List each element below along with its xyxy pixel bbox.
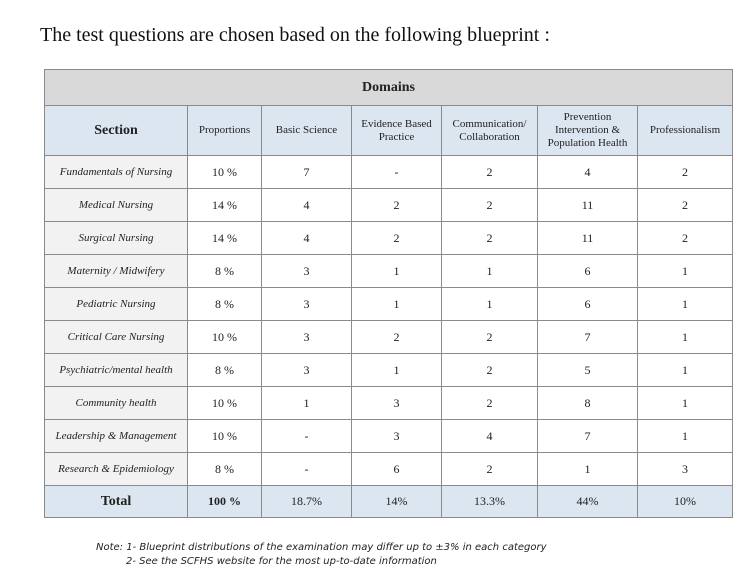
total-professionalism: 10%	[638, 486, 733, 518]
section-cell: Pediatric Nursing	[45, 288, 188, 321]
basic-science-cell: 3	[262, 321, 352, 354]
table-row	[45, 255, 733, 288]
proportion-cell: 8 %	[188, 255, 262, 288]
ebp-cell: 2	[352, 189, 442, 222]
footnote-line-2: 2- See the SCFHS website for the most up-to-date information	[126, 556, 437, 567]
table-row	[45, 420, 733, 453]
prevention-header	[538, 106, 638, 156]
section-cell: Research & Epidemiology	[45, 453, 188, 486]
ebp-cell: 1	[352, 354, 442, 387]
total-label: Total	[45, 486, 188, 518]
communication-cell: 4	[442, 420, 538, 453]
table-row	[45, 288, 733, 321]
section-cell: Leadership & Management	[45, 420, 188, 453]
professionalism-cell: 1	[638, 420, 733, 453]
evidence-based-practice-header	[352, 106, 442, 156]
proportion-cell: 10 %	[188, 156, 262, 189]
communication-cell: 2	[442, 387, 538, 420]
section-cell: Maternity / Midwifery	[45, 255, 188, 288]
total-row	[45, 486, 733, 518]
basic-science-cell: 3	[262, 288, 352, 321]
ebp-cell: 2	[352, 222, 442, 255]
prevention-cell: 11	[538, 222, 638, 255]
ebp-cell: -	[352, 156, 442, 189]
ebp-cell: 1	[352, 288, 442, 321]
table-row	[45, 222, 733, 255]
communication-header	[442, 106, 538, 156]
professionalism-cell: 2	[638, 222, 733, 255]
basic-science-header: Basic Science	[262, 106, 352, 156]
table-row	[45, 354, 733, 387]
professionalism-cell: 2	[638, 189, 733, 222]
ebp-cell: 3	[352, 387, 442, 420]
professionalism-cell: 1	[638, 354, 733, 387]
prevention-cell: 8	[538, 387, 638, 420]
total-prevention: 44%	[538, 486, 638, 518]
section-cell: Fundamentals of Nursing	[45, 156, 188, 189]
table-row	[45, 156, 733, 189]
ebp-header-line-1: Evidence Based	[361, 117, 432, 130]
footnote-line-1: Note: 1- Blueprint distributions of the examination may differ up to ±3% in each category	[96, 542, 547, 553]
section-cell: Community health	[45, 387, 188, 420]
basic-science-cell: -	[262, 420, 352, 453]
prevention-cell: 1	[538, 453, 638, 486]
prev-header-line-3: Population Health	[547, 137, 628, 149]
prev-header-line-2: Intervention &	[554, 124, 621, 136]
proportion-cell: 10 %	[188, 387, 262, 420]
table-row	[45, 453, 733, 486]
proportion-cell: 10 %	[188, 321, 262, 354]
proportions-header: Proportions	[188, 106, 262, 156]
communication-cell: 2	[442, 321, 538, 354]
basic-science-cell: 7	[262, 156, 352, 189]
prevention-cell: 6	[538, 288, 638, 321]
section-header: Section	[45, 106, 188, 156]
ebp-cell: 1	[352, 255, 442, 288]
ebp-header-line-2: Practice	[378, 130, 415, 143]
communication-cell: 2	[442, 189, 538, 222]
section-cell: Surgical Nursing	[45, 222, 188, 255]
prevention-cell: 4	[538, 156, 638, 189]
section-cell: Critical Care Nursing	[45, 321, 188, 354]
blueprint-table	[44, 69, 733, 518]
total-basic-science: 18.7%	[262, 486, 352, 518]
comm-header-line-1: Communication/	[452, 117, 527, 130]
basic-science-cell: 1	[262, 387, 352, 420]
prev-header-line-1: Prevention	[563, 111, 612, 123]
domains-heading: Domains	[45, 70, 733, 106]
professionalism-cell: 3	[638, 453, 733, 486]
proportion-cell: 8 %	[188, 453, 262, 486]
section-cell: Psychiatric/mental health	[45, 354, 188, 387]
ebp-cell: 6	[352, 453, 442, 486]
table-row	[45, 189, 733, 222]
professionalism-cell: 1	[638, 255, 733, 288]
proportion-cell: 8 %	[188, 288, 262, 321]
basic-science-cell: 3	[262, 354, 352, 387]
communication-cell: 2	[442, 156, 538, 189]
column-header-row	[45, 106, 733, 156]
ebp-cell: 3	[352, 420, 442, 453]
comm-header-line-2: Collaboration	[459, 130, 520, 143]
basic-science-cell: 4	[262, 222, 352, 255]
section-cell: Medical Nursing	[45, 189, 188, 222]
professionalism-cell: 1	[638, 321, 733, 354]
total-communication: 13.3%	[442, 486, 538, 518]
table-row	[45, 387, 733, 420]
proportion-cell: 8 %	[188, 354, 262, 387]
footnote	[96, 541, 547, 569]
total-ebp: 14%	[352, 486, 442, 518]
communication-cell: 2	[442, 222, 538, 255]
proportion-cell: 10 %	[188, 420, 262, 453]
basic-science-cell: -	[262, 453, 352, 486]
prevention-cell: 6	[538, 255, 638, 288]
ebp-cell: 2	[352, 321, 442, 354]
total-proportion: 100 %	[188, 486, 262, 518]
prevention-cell: 5	[538, 354, 638, 387]
communication-cell: 1	[442, 255, 538, 288]
communication-cell: 2	[442, 453, 538, 486]
professionalism-cell: 2	[638, 156, 733, 189]
professionalism-cell: 1	[638, 387, 733, 420]
prevention-cell: 7	[538, 420, 638, 453]
basic-science-cell: 4	[262, 189, 352, 222]
proportion-cell: 14 %	[188, 222, 262, 255]
professionalism-cell: 1	[638, 288, 733, 321]
basic-science-cell: 3	[262, 255, 352, 288]
professionalism-header: Professionalism	[638, 106, 733, 156]
prevention-cell: 7	[538, 321, 638, 354]
domains-row	[45, 70, 733, 106]
communication-cell: 1	[442, 288, 538, 321]
prevention-cell: 11	[538, 189, 638, 222]
proportion-cell: 14 %	[188, 189, 262, 222]
communication-cell: 2	[442, 354, 538, 387]
intro-text: The test questions are chosen based on the following blueprint :	[40, 24, 550, 46]
table-row	[45, 321, 733, 354]
